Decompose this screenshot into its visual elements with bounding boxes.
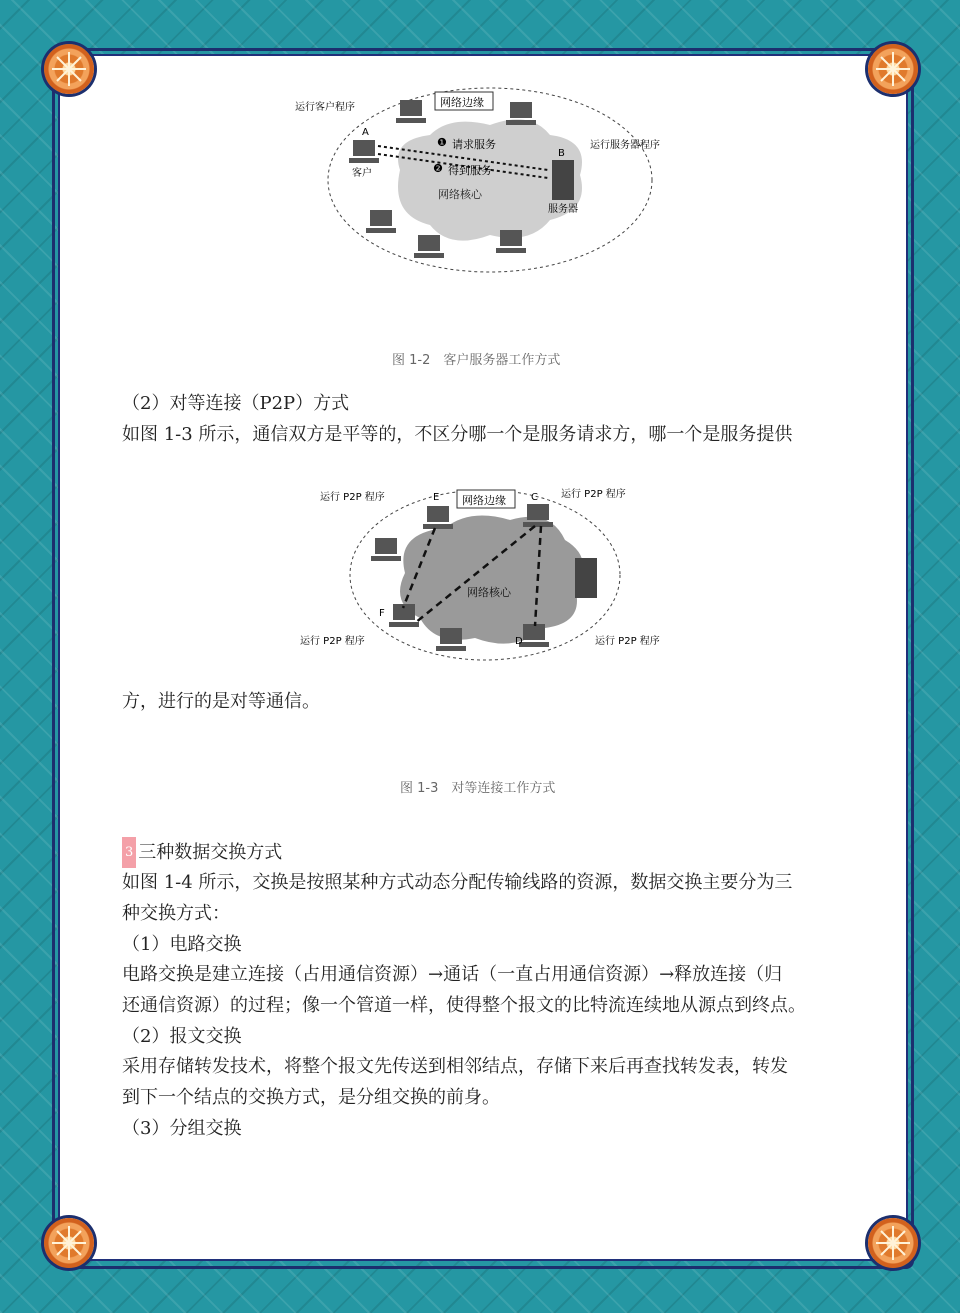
figure-client-server-diagram [290,80,680,280]
circuit-switching-paragraph-line: 还通信资源）的过程；像一个管道一样，使得整个报文的比特流连续地从源点到终点。 [122,995,806,1016]
label-run-client: 运行客户程序 [295,102,355,113]
message-switching-paragraph-line: 到下一个结点的交换方式，是分组交换的前身。 [122,1087,500,1108]
circuit-switching-paragraph-line: 电路交换是建立连接（占用通信资源）→通话（一直占用通信资源）→释放连接（归 [122,964,783,985]
label-receive-number: ❷ [433,162,443,175]
message-switching-heading: （2）报文交换 [122,1026,242,1047]
label-run-p2p-c: 运行 P2P 程序 [561,489,626,500]
label-run-p2p-e: 运行 P2P 程序 [320,492,385,503]
label-network-core: 网络核心 [438,188,482,201]
section-3-paragraph-line: 种交换方式： [122,903,230,924]
label-node-e: E [433,492,440,503]
corner-medallion-icon [868,1218,918,1268]
figure-p2p-diagram [295,478,675,678]
label-server: 服务器 [548,204,578,215]
caption-figure-1-2: 图 1-2 客户服务器工作方式 [392,353,561,368]
p2p-paragraph-end: 方，进行的是对等通信。 [122,691,320,712]
message-switching-paragraph-line: 采用存储转发技术，将整个报文先传送到相邻结点，存储下来后再查找转发表，转发 [122,1056,788,1077]
label-request-service: 请求服务 [452,138,496,151]
label-run-server: 运行服务器程序 [590,140,660,151]
label-node-b: B [558,148,565,159]
p2p-heading: （2）对等连接（P2P）方式 [122,393,350,414]
corner-medallion-icon [44,1218,94,1268]
packet-switching-heading: （3）分组交换 [122,1118,242,1139]
section-3-paragraph-line: 如图 1-4 所示，交换是按照某种方式动态分配传输线路的资源，数据交换主要分为三 [122,872,793,893]
label-node-a: A [362,127,369,138]
label-request-number: ❶ [437,136,447,149]
caption-figure-1-3: 图 1-3 对等连接工作方式 [400,781,556,796]
corner-medallion-icon [44,44,94,94]
server-icon [575,558,597,598]
section-number-badge: 3 [122,837,136,868]
label-node-d: D [515,636,523,647]
label-receive-service: 得到服务 [448,164,492,177]
label-run-p2p-d: 运行 P2P 程序 [595,636,660,647]
label-node-f: F [379,608,385,619]
server-icon [552,160,574,200]
corner-medallion-icon [868,44,918,94]
label-node-c: C [531,492,538,503]
circuit-switching-heading: （1）电路交换 [122,934,242,955]
p2p-paragraph-line: 如图 1-3 所示，通信双方是平等的，不区分哪一个是服务请求方，哪一个是服务提供 [122,424,793,445]
label-network-edge: 网络边缘 [462,494,506,507]
label-network-core: 网络核心 [467,586,511,599]
section-3-heading [122,837,282,868]
label-client: 客户 [352,168,372,179]
section-3-title: 三种数据交换方式 [138,842,283,863]
label-run-p2p-f: 运行 P2P 程序 [300,636,365,647]
network-core-cloud [400,516,583,644]
label-network-edge: 网络边缘 [440,96,484,109]
